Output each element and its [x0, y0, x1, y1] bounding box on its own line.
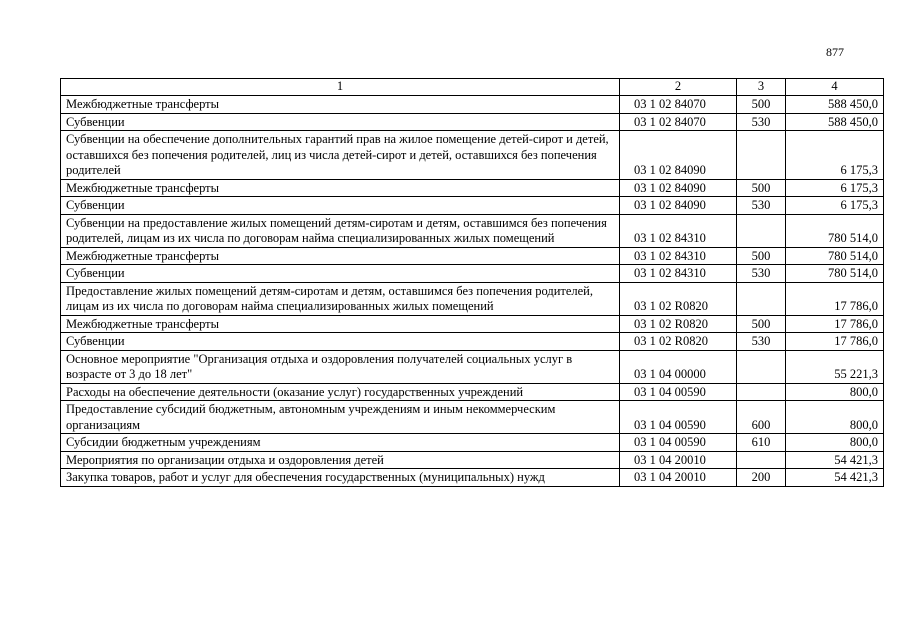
table-row [61, 247, 884, 265]
row-type [737, 350, 786, 383]
row-name: Предоставление жилых помещений детям-сиротам и детям, оставшимся без попечения родителей, лицам из их числа по договорам найма специализированных жилых помещений [61, 282, 620, 315]
row-amount: 17 786,0 [786, 282, 884, 315]
row-amount: 17 786,0 [786, 333, 884, 351]
row-name: Межбюджетные трансферты [61, 315, 620, 333]
row-type: 200 [737, 469, 786, 487]
row-amount: 800,0 [786, 401, 884, 434]
row-name: Закупка товаров, работ и услуг для обеспечения государственных (муниципальных) нужд [61, 469, 620, 487]
table-row [61, 214, 884, 247]
table-row [61, 434, 884, 452]
row-name: Субвенции на предоставление жилых помещений детям-сиротам и детям, оставшимся без попечения родителей, лицам из их числа по договорам найма специализированных жилых помещений [61, 214, 620, 247]
row-amount: 588 450,0 [786, 113, 884, 131]
row-code: 03 1 02 R0820 [620, 333, 737, 351]
row-code: 03 1 04 20010 [620, 451, 737, 469]
row-type: 500 [737, 179, 786, 197]
row-code: 03 1 02 R0820 [620, 282, 737, 315]
table-row [61, 113, 884, 131]
row-amount: 780 514,0 [786, 247, 884, 265]
row-code: 03 1 04 20010 [620, 469, 737, 487]
table-body [61, 96, 884, 487]
row-type: 530 [737, 265, 786, 283]
row-code: 03 1 02 84070 [620, 96, 737, 114]
row-amount: 588 450,0 [786, 96, 884, 114]
row-name: Субвенции [61, 333, 620, 351]
column-header-4: 4 [786, 79, 884, 96]
row-code: 03 1 02 84310 [620, 247, 737, 265]
row-type: 500 [737, 315, 786, 333]
page-number: 877 [826, 45, 844, 59]
row-amount: 6 175,3 [786, 179, 884, 197]
row-code: 03 1 04 00000 [620, 350, 737, 383]
row-name: Субвенции на обеспечение дополнительных гарантий прав на жилое помещение детей-сирот и детей, оставшихся без попечения родителей, лиц из числа детей-сирот и детей, оставшихся без попечения родителей [61, 131, 620, 180]
row-name: Межбюджетные трансферты [61, 96, 620, 114]
row-code: 03 1 02 84090 [620, 131, 737, 180]
row-amount: 6 175,3 [786, 197, 884, 215]
row-amount: 800,0 [786, 434, 884, 452]
row-code: 03 1 02 84310 [620, 214, 737, 247]
row-code: 03 1 04 00590 [620, 383, 737, 401]
row-amount: 800,0 [786, 383, 884, 401]
row-amount: 780 514,0 [786, 265, 884, 283]
row-amount: 54 421,3 [786, 451, 884, 469]
row-amount: 780 514,0 [786, 214, 884, 247]
row-type [737, 214, 786, 247]
budget-table [60, 78, 884, 487]
table-row [61, 469, 884, 487]
row-name: Основное мероприятие "Организация отдыха и оздоровления получателей социальных услуг в возрасте от 3 до 18 лет" [61, 350, 620, 383]
row-code: 03 1 02 84090 [620, 197, 737, 215]
table-row [61, 315, 884, 333]
row-type: 610 [737, 434, 786, 452]
table-row [61, 350, 884, 383]
row-amount: 17 786,0 [786, 315, 884, 333]
row-name: Мероприятия по организации отдыха и оздоровления детей [61, 451, 620, 469]
table-row [61, 179, 884, 197]
row-name: Субсидии бюджетным учреждениям [61, 434, 620, 452]
row-type [737, 383, 786, 401]
column-header-3: 3 [737, 79, 786, 96]
row-type [737, 282, 786, 315]
table-row [61, 282, 884, 315]
table-row [61, 401, 884, 434]
row-code: 03 1 04 00590 [620, 434, 737, 452]
row-type: 530 [737, 333, 786, 351]
row-amount: 6 175,3 [786, 131, 884, 180]
row-type: 500 [737, 96, 786, 114]
row-code: 03 1 02 84310 [620, 265, 737, 283]
table-row [61, 96, 884, 114]
row-code: 03 1 02 84070 [620, 113, 737, 131]
column-header-2: 2 [620, 79, 737, 96]
row-type: 600 [737, 401, 786, 434]
row-name: Субвенции [61, 265, 620, 283]
table-row [61, 333, 884, 351]
row-code: 03 1 02 84090 [620, 179, 737, 197]
row-name: Межбюджетные трансферты [61, 179, 620, 197]
row-amount: 55 221,3 [786, 350, 884, 383]
column-header-1: 1 [61, 79, 620, 96]
header-row [61, 79, 884, 96]
row-name: Расходы на обеспечение деятельности (оказание услуг) государственных учреждений [61, 383, 620, 401]
table-row [61, 451, 884, 469]
row-name: Межбюджетные трансферты [61, 247, 620, 265]
table-row [61, 383, 884, 401]
row-amount: 54 421,3 [786, 469, 884, 487]
table-row [61, 131, 884, 180]
row-type [737, 451, 786, 469]
table-row [61, 197, 884, 215]
row-code: 03 1 02 R0820 [620, 315, 737, 333]
row-type [737, 131, 786, 180]
row-name: Субвенции [61, 113, 620, 131]
row-name: Субвенции [61, 197, 620, 215]
row-code: 03 1 04 00590 [620, 401, 737, 434]
row-type: 530 [737, 197, 786, 215]
row-type: 530 [737, 113, 786, 131]
row-type: 500 [737, 247, 786, 265]
row-name: Предоставление субсидий бюджетным, автономным учреждениям и иным некоммерческим организациям [61, 401, 620, 434]
table-row [61, 265, 884, 283]
